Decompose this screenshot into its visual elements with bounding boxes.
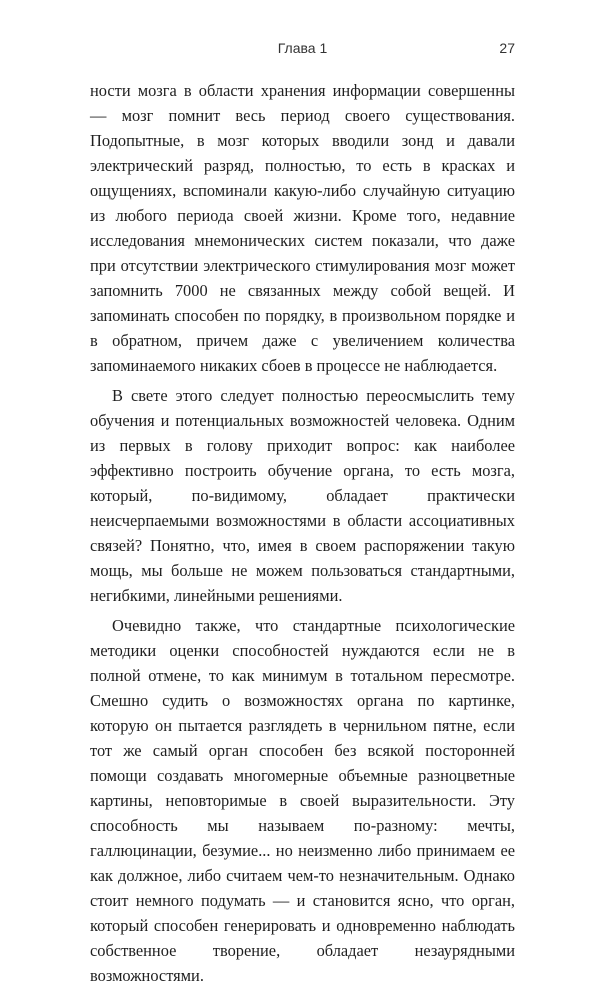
chapter-label: Глава 1 — [277, 40, 328, 56]
paragraph-continued: ности мозга в области хранения информации совершенны — мозг помнит весь период своего существования. Подопытные, в мозг которых вводили зонд и давали электрический разряд, полностью, то есть в красках и ощущениях, вспоминали какую-либо случайную ситуацию из любого периода своей жизни. Кроме того, недавние исследования мнемонических систем показали, что даже при отсутствии электрического стимулирования мозг может запомнить 7000 не связанных между собой вещей. И запоминать способен по порядку, в произвольном порядке и в обратном, причем даже с увеличением количества запоминаемого никаких сбоев в процессе не наблюдается. — [90, 81, 515, 375]
running-head — [90, 40, 515, 60]
body-text — [90, 78, 515, 988]
paragraph: Очевидно также, что стандартные психологические методики оценки способностей нуждаются если не в полной отмене, то как минимум в тотальном пересмотре. Смешно судить о возможностях органа по картинке, которую он пытается разглядеть в чернильном пятне, если тот же самый орган способен без всякой посторонней помощи создавать многомерные объемные разноцветные картины, неповторимые в своей выразительности. Эту способность мы называем по-разному: мечты, галлюцинации, безумие... но неизменно либо принимаем ее как должное, либо считаем чем-то незначительным. Однако стоит немного подумать — и становится ясно, что орган, который способен генерировать и одновременно наблюдать собственное творение, обладает незаурядными возможностями. — [90, 616, 515, 985]
paragraph: В свете этого следует полностью переосмыслить тему обучения и потенциальных возможностей человека. Одним из первых в голову приходит вопрос: как наиболее эффективно построить обучение органа, то есть мозга, который, по-видимому, обладает практически неисчерпаемыми возможностями в области ассоциативных связей? Понятно, что, имея в своем распоряжении такую мощь, мы больше не можем пользоваться стандартными, негибкими, линейными решениями. — [90, 386, 515, 605]
page-number: 27 — [499, 40, 515, 56]
